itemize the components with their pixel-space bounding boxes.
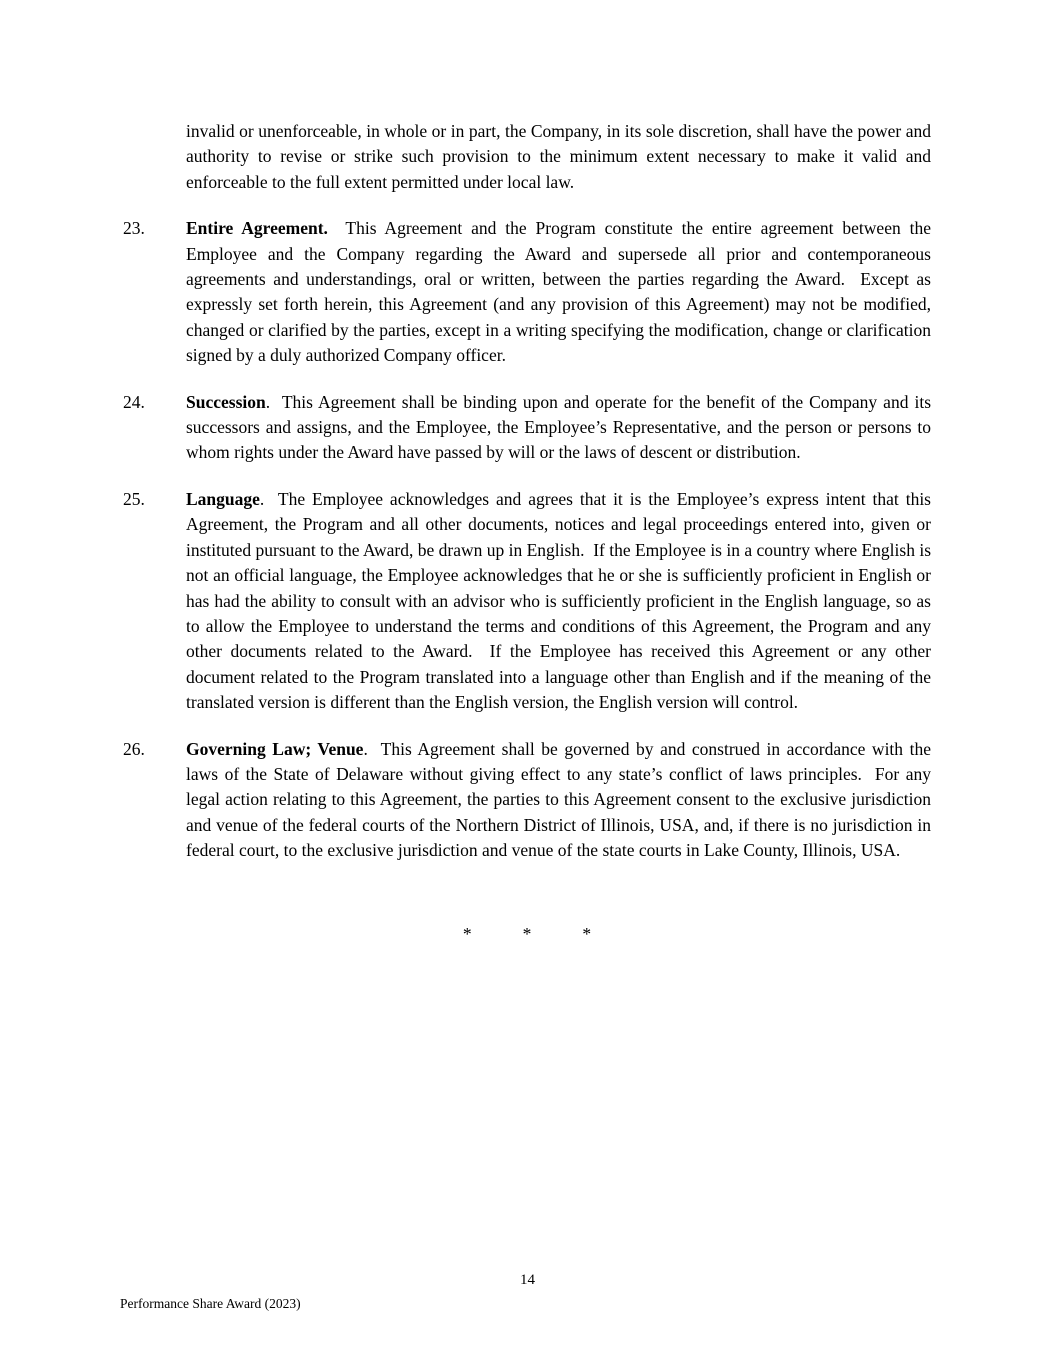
section-23-entire-agreement (123, 216, 936, 368)
section-body: This Agreement and the Program constitute the entire agreement between the Employee and the Company regarding the Award and supersede all prior and contemporaneous agreements and understandings, oral or written, between the parties regarding the Award. Except as expressly set forth herein, this Agreement (and any provision of this Agreement) may not be modified, changed or clarified by the parties, except in a writing specifying the modification, change or clarification signed by a duly authorized Company officer. (186, 218, 936, 366)
asterisk: * (582, 923, 592, 944)
document-body (123, 119, 936, 947)
section-text (186, 216, 936, 368)
section-title: Governing Law; Venue (186, 738, 364, 759)
section-title: Succession (186, 391, 266, 412)
section-body: This Agreement shall be governed by and construed in accordance with the laws of the State of Delaware without giving effect to any state’s conflict of laws principles. For any legal action relating to this Agreement, the parties to this Agreement consent to the exclusive jurisdiction and venue of the federal courts of the Northern District of Illinois, USA, and, if there is no jurisdiction in federal court, to the exclusive jurisdiction and venue of the state courts in Lake County, Illinois, USA. (186, 738, 936, 861)
asterisk: * (522, 923, 532, 944)
section-text (186, 390, 936, 466)
asterisk: * (462, 923, 472, 944)
page-number: 14 (520, 1272, 535, 1288)
section-title-separator: . (259, 488, 278, 509)
footer-document-title: Performance Share Award (2023) (120, 1296, 301, 1311)
section-body: This Agreement shall be binding upon and operate for the benefit of the Company and its successors and assigns, and the Employee, the Employee’s Representative, and the person or persons to whom rights under the Award have passed by will or the laws of descent or distribution. (186, 391, 936, 463)
section-title: Entire Agreement. (186, 218, 328, 239)
section-number: 26. (123, 738, 145, 759)
section-title-separator (328, 218, 345, 238)
section-24-succession (123, 390, 936, 466)
section-title-separator: . (265, 391, 282, 412)
section-text (186, 487, 936, 716)
section-title-separator: . (363, 738, 381, 759)
section-number: 25. (123, 488, 145, 509)
section-text (186, 737, 936, 864)
section-title: Language (186, 488, 260, 509)
section-number: 24. (123, 391, 145, 412)
asterisk-separator (123, 922, 931, 947)
section-body: The Employee acknowledges and agrees that it is the Employee’s express intent that this Agreement, the Program and all other documents, notices and legal proceedings entered into, given or instituted pursuant to the Award, be drawn up in English. If the Employee is in a country where English is not an official language, the Employee acknowledges that he or she is sufficiently proficient in English or has had the ability to consult with an advisor who is sufficiently proficient in the English language, so as to allow the Employee to understand the terms and conditions of this Agreement, the Program and any other documents related to the Award. If the Employee has received this Agreement or any other document related to the Program translated into a language other than English and if the meaning of the translated version is different than the English version, the English version will control. (186, 488, 936, 713)
paragraph-continuation: invalid or unenforceable, in whole or in part, the Company, in its sole discretion, shall have the power and authority to revise or strike such provision to the minimum extent necessary to make it valid and enforceable to the full extent permitted under local law. (186, 121, 936, 192)
section-26-governing-law-venue (123, 737, 936, 864)
section-25-language (123, 487, 936, 716)
section-number: 23. (123, 218, 145, 239)
